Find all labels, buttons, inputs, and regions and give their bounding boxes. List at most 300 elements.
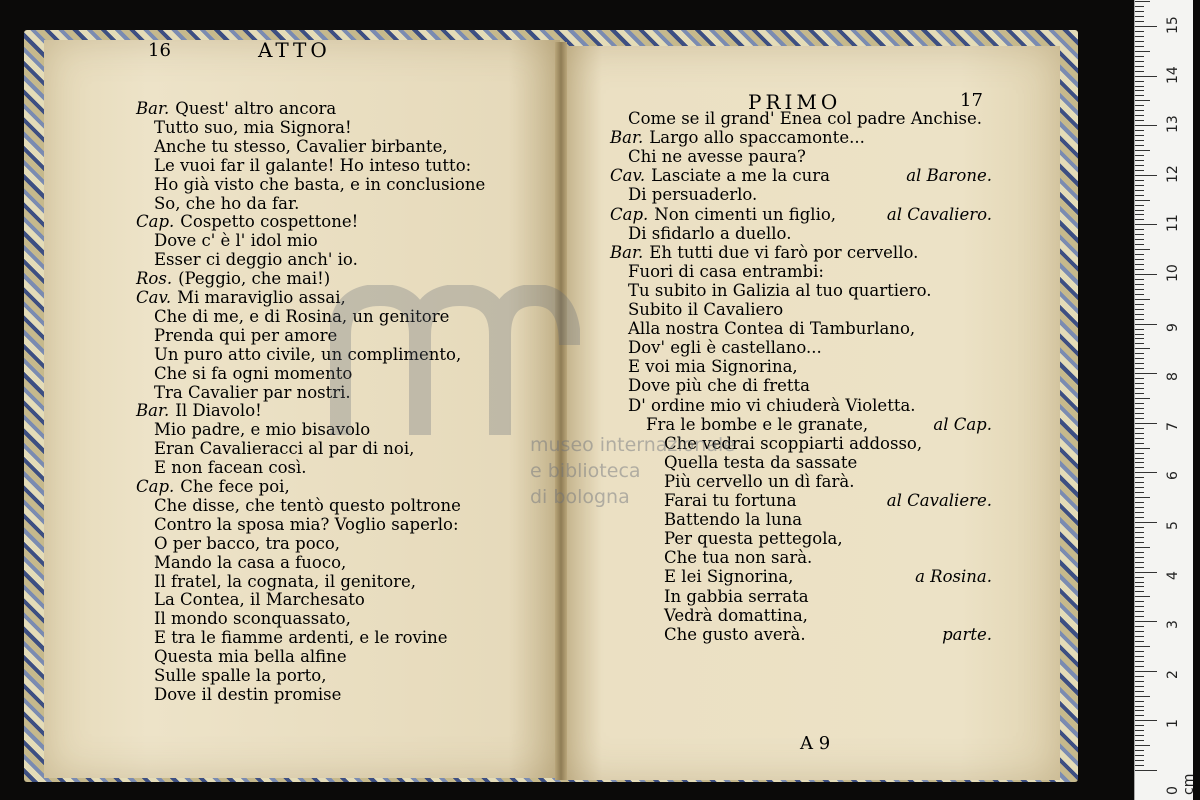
ruler-tick (1135, 259, 1144, 260)
ruler-number: 9 (1165, 322, 1181, 332)
verse-text: Di persuaderlo. (628, 185, 758, 205)
ruler-tick (1135, 61, 1144, 62)
verse-line (136, 270, 330, 288)
ruler-tick (1135, 383, 1144, 384)
ruler-tick (1135, 165, 1144, 166)
verse-line (610, 167, 830, 185)
left-page-number: 16 (148, 40, 171, 61)
ruler-tick (1135, 249, 1150, 250)
verse-text: So, che ho da far. (154, 193, 300, 213)
verse-line (664, 568, 793, 586)
ruler-tick (1135, 304, 1144, 305)
ruler-number: 10 (1165, 264, 1181, 282)
ruler-tick (1135, 765, 1144, 766)
ruler-tick (1135, 691, 1144, 692)
ruler-tick (1135, 423, 1157, 424)
ruler-number: 4 (1165, 570, 1181, 580)
ruler-number: 8 (1165, 372, 1181, 382)
verse-line (154, 610, 351, 628)
ruler-tick (1135, 309, 1144, 310)
ruler-tick (1135, 289, 1144, 290)
ruler-tick (1135, 651, 1144, 652)
ruler-unit-label: 0 cm (1165, 773, 1197, 795)
ruler-tick (1135, 453, 1144, 454)
verse-line (628, 377, 810, 395)
ruler-tick (1135, 517, 1144, 518)
verse-text: Prenda qui per amore (154, 325, 338, 345)
verse-line (154, 667, 326, 685)
ruler-tick (1135, 348, 1150, 349)
ruler-tick (1135, 56, 1144, 57)
verse-text: Dov' egli è castellano... (628, 338, 822, 358)
ruler-tick (1135, 537, 1144, 538)
ruler-tick (1135, 284, 1144, 285)
ruler-number: 2 (1165, 669, 1181, 679)
ruler-tick (1135, 512, 1144, 513)
verse-line (628, 186, 757, 204)
verse-text: Come se il grand' Enea col padre Anchise. (628, 109, 982, 128)
ruler-tick (1135, 229, 1144, 230)
verse-line (628, 263, 824, 281)
ruler-tick (1135, 448, 1150, 449)
verse-line (628, 110, 982, 128)
ruler-tick (1135, 324, 1157, 325)
ruler-tick (1135, 715, 1144, 716)
speaker-label: Cap. (610, 204, 649, 224)
ruler-tick (1135, 368, 1144, 369)
verse-text: Alla nostra Contea di Tamburlano, (628, 319, 916, 339)
verse-line (610, 129, 865, 147)
ruler-tick (1135, 725, 1144, 726)
verse-line (610, 244, 918, 262)
ruler-tick (1135, 81, 1144, 82)
verse-text: Ho già visto che basta, e in conclusione (154, 174, 486, 194)
ruler-number: 15 (1165, 16, 1181, 34)
verse-text: Che tua non sarà. (664, 548, 813, 568)
stage-direction: al Barone. (906, 166, 992, 186)
ruler-tick (1135, 378, 1144, 379)
ruler-tick (1135, 696, 1150, 697)
ruler-tick (1135, 234, 1144, 235)
ruler-tick (1135, 433, 1144, 434)
ruler-tick (1135, 175, 1157, 176)
ruler-tick (1135, 656, 1144, 657)
verse-text: La Contea, il Marchesato (154, 590, 365, 610)
ruler-tick (1135, 641, 1144, 642)
ruler-tick (1135, 750, 1144, 751)
ruler-tick (1135, 398, 1150, 399)
verse-text: Quella testa da sassate (664, 452, 858, 472)
verse-text: Mando la casa a fuoco, (154, 552, 347, 572)
verse-text: Un puro atto civile, un complimento, (154, 344, 462, 364)
ruler-tick (1135, 86, 1144, 87)
book-gutter (555, 42, 567, 780)
verse-text: Che gusto averà. (664, 624, 806, 644)
signature-mark: A 9 (800, 733, 831, 754)
verse-line (154, 629, 448, 647)
ruler-tick (1135, 140, 1144, 141)
verse-line (154, 686, 341, 704)
measurement-ruler (1134, 0, 1197, 800)
verse-text: Eran Cavalieracci al par di noi, (154, 439, 415, 459)
ruler-tick (1135, 264, 1144, 265)
ruler-number: 11 (1165, 214, 1181, 233)
verse-line (628, 320, 915, 338)
watermark-text: museo internazionale e biblioteca di bologna (530, 434, 735, 508)
ruler-tick (1135, 224, 1157, 225)
ruler-tick (1135, 497, 1150, 498)
ruler-tick (1135, 66, 1144, 67)
ruler-tick (1135, 472, 1157, 473)
ruler-tick (1135, 195, 1144, 196)
verse-line (154, 251, 358, 269)
verse-text: Subito il Cavaliero (628, 300, 784, 319)
verse-line (154, 176, 485, 194)
verse-text: Non cimenti un figlio, (654, 204, 837, 224)
speaker-label: Cap. (136, 212, 175, 232)
ruler-tick (1135, 572, 1157, 573)
ruler-tick (1135, 403, 1144, 404)
ruler-tick (1135, 190, 1144, 191)
verse-line (628, 225, 791, 243)
ruler-tick (1135, 95, 1144, 96)
verse-text: Quest' altro ancora (175, 99, 337, 118)
verse-line (136, 402, 262, 420)
ruler-tick (1135, 760, 1144, 761)
verse-line (664, 530, 843, 548)
verse-line (610, 206, 836, 224)
ruler-tick (1135, 601, 1144, 602)
right-page-number: 17 (960, 90, 983, 111)
ruler-tick (1135, 388, 1144, 389)
ruler-tick (1135, 606, 1144, 607)
ruler-tick (1135, 145, 1144, 146)
ruler-tick (1135, 393, 1144, 394)
speaker-label: Bar. (136, 99, 170, 118)
speaker-label: Cap. (136, 477, 175, 496)
ruler-tick (1135, 100, 1150, 101)
ruler-tick (1135, 552, 1144, 553)
verse-line (664, 607, 808, 625)
ruler-tick (1135, 358, 1144, 359)
verse-line (664, 588, 809, 606)
ruler-tick (1135, 507, 1144, 508)
ruler-tick (1135, 170, 1144, 171)
ruler-tick (1135, 661, 1144, 662)
speaker-label: Cav. (610, 166, 646, 186)
ruler-number: 1 (1165, 719, 1181, 729)
ruler-tick (1135, 428, 1144, 429)
ruler-tick (1135, 611, 1144, 612)
ruler-tick (1135, 46, 1144, 47)
ruler-tick (1135, 21, 1144, 22)
ruler-tick (1135, 542, 1144, 543)
ruler-tick (1135, 582, 1144, 583)
ruler-tick (1135, 41, 1144, 42)
verse-text: Tutto suo, mia Signora! (154, 117, 352, 137)
verse-line (154, 440, 414, 458)
ruler-tick (1135, 135, 1144, 136)
ruler-tick (1135, 373, 1157, 374)
verse-line (154, 497, 461, 515)
ruler-tick (1135, 755, 1144, 756)
ruler-tick (1135, 616, 1144, 617)
ruler-tick (1135, 636, 1144, 637)
ruler-tick (1135, 458, 1144, 459)
ruler-tick (1135, 239, 1144, 240)
ruler-tick (1135, 730, 1144, 731)
ruler-tick (1135, 522, 1157, 523)
verse-line (154, 232, 318, 250)
verse-line (154, 327, 337, 345)
ruler-tick (1135, 462, 1144, 463)
speaker-label: Bar. (136, 401, 170, 421)
ruler-tick (1135, 269, 1144, 270)
verse-text: D' ordine mio vi chiuderà Violetta. (628, 395, 916, 415)
ruler-tick (1135, 334, 1144, 335)
ruler-tick (1135, 502, 1144, 503)
verse-text: Per questa pettegola, (664, 529, 843, 549)
ruler-tick (1135, 527, 1144, 528)
verse-line (136, 478, 290, 496)
ruler-tick (1135, 150, 1150, 151)
speaker-label: Bar. (610, 242, 644, 262)
verse-text: Dove più che di fretta (628, 376, 811, 396)
verse-text: Esser ci deggio anch' io. (154, 250, 358, 270)
ruler-tick (1135, 51, 1150, 52)
ruler-tick (1135, 353, 1144, 354)
ruler-tick (1135, 557, 1144, 558)
verse-text: In gabbia serrata (664, 586, 809, 606)
ruler-tick (1135, 329, 1144, 330)
ruler-tick (1135, 115, 1144, 116)
verse-text: (Peggio, che mai!) (178, 269, 331, 289)
verse-line (154, 459, 307, 477)
verse-text: Che fece poi, (180, 477, 290, 496)
ruler-tick (1135, 274, 1157, 275)
verse-text: Che si fa ogni momento (154, 363, 353, 383)
ruler-tick (1135, 418, 1144, 419)
ruler-tick (1135, 254, 1144, 255)
verse-text: Dove il destin promise (154, 684, 342, 704)
verse-text: Eh tutti due vi farò por cervello. (649, 242, 919, 262)
ruler-tick (1135, 646, 1150, 647)
verse-text: Che disse, che tentò questo poltrone (154, 495, 461, 515)
ruler-tick (1135, 279, 1144, 280)
ruler-tick (1135, 214, 1144, 215)
verse-text: Cospetto cospettone! (180, 212, 359, 232)
right-running-head: PRIMO (748, 90, 842, 114)
verse-text: E tra le fiamme ardenti, e le rovine (154, 628, 448, 648)
ruler-tick (1135, 219, 1144, 220)
ruler-tick (1135, 11, 1144, 12)
verse-text: Che di me, e di Rosina, un genitore (154, 306, 450, 326)
verse-text: Il fratel, la cognata, il genitore, (154, 571, 417, 591)
verse-line (154, 648, 347, 666)
verse-line (664, 549, 812, 567)
ruler-tick (1135, 36, 1144, 37)
ruler-tick (1135, 343, 1144, 344)
verse-line (154, 365, 352, 383)
ruler-tick (1135, 1, 1150, 2)
ruler-tick (1135, 408, 1144, 409)
ruler-tick (1135, 626, 1144, 627)
speaker-label: Cav. (136, 288, 172, 307)
ruler-tick (1135, 110, 1144, 111)
ruler-tick (1135, 706, 1144, 707)
verse-line (154, 346, 461, 364)
verse-text: Farai tu fortuna (664, 491, 797, 510)
verse-text: Lasciate a me la cura (651, 166, 831, 186)
verse-text: E lei Signorina, (664, 567, 794, 587)
ruler-tick (1135, 547, 1150, 548)
verse-text: Dove c' è l' idol mio (154, 231, 318, 251)
ruler-tick (1135, 244, 1144, 245)
verse-line (154, 535, 340, 553)
ruler-tick (1135, 363, 1144, 364)
verse-line (154, 138, 448, 156)
verse-line (154, 516, 459, 534)
verse-text: Il Diavolo! (175, 401, 262, 421)
left-running-head: ATTO (258, 38, 331, 62)
ruler-tick (1135, 532, 1144, 533)
verse-line (628, 339, 822, 357)
ruler-tick (1135, 338, 1144, 339)
verse-line (154, 554, 346, 572)
verse-text: Sulle spalle la porto, (154, 666, 327, 685)
ruler-tick (1135, 482, 1144, 483)
ruler-tick (1135, 299, 1150, 300)
verse-line (154, 384, 351, 402)
ruler-tick (1135, 443, 1144, 444)
ruler-tick (1135, 621, 1157, 622)
ruler-tick (1135, 200, 1150, 201)
verse-line (664, 511, 802, 529)
verse-line (154, 119, 352, 137)
verse-line (154, 421, 370, 439)
verse-text: Tu subito in Galizia al tuo quartiero. (628, 280, 932, 300)
stage-direction: al Cavaliere. (886, 491, 992, 510)
ruler-tick (1135, 180, 1144, 181)
verse-line (646, 416, 868, 434)
verse-text: Battendo la luna (664, 510, 803, 530)
ruler-tick (1135, 591, 1144, 592)
ruler-tick (1135, 586, 1144, 587)
ruler-number: 6 (1165, 471, 1181, 481)
verse-text: Fuori di casa entrambi: (628, 261, 824, 281)
verse-line (628, 397, 916, 415)
ruler-tick (1135, 477, 1144, 478)
ruler-tick (1135, 26, 1157, 27)
ruler-tick (1135, 314, 1144, 315)
verse-text: Mi maraviglio assai, (177, 288, 346, 307)
ruler-tick (1135, 681, 1144, 682)
verse-text: Tra Cavalier par nostri. (154, 382, 351, 402)
verse-line (628, 358, 798, 376)
ruler-tick (1135, 294, 1144, 295)
verse-text: O per bacco, tra poco, (154, 533, 341, 553)
verse-line (628, 282, 932, 300)
verse-line (154, 591, 365, 609)
ruler-tick (1135, 160, 1144, 161)
verse-line (154, 573, 416, 591)
ruler-tick (1135, 16, 1144, 17)
ruler-tick (1135, 319, 1144, 320)
verse-text: Mio padre, e mio bisavolo (154, 420, 371, 440)
verse-text: Che vedrai scoppiarti addosso, (664, 433, 923, 453)
ruler-tick (1135, 90, 1144, 91)
ruler-number: 3 (1165, 620, 1181, 630)
verse-text: E non facean così. (154, 458, 307, 478)
ruler-tick (1135, 31, 1144, 32)
ruler-tick (1135, 210, 1144, 211)
ruler-tick (1135, 6, 1144, 7)
ruler-tick (1135, 671, 1157, 672)
stage-direction: al Cavaliero. (886, 204, 992, 224)
verse-line (136, 100, 336, 118)
ruler-tick (1135, 631, 1144, 632)
verse-text: Contro la sposa mia? Voglio saperlo: (154, 514, 459, 534)
verse-line (628, 148, 806, 166)
verse-text: Più cervello un dì farà. (664, 471, 855, 491)
ruler-tick (1135, 487, 1144, 488)
ruler-tick (1135, 76, 1157, 77)
ruler-tick (1135, 71, 1144, 72)
verse-text: Questa mia bella alfine (154, 647, 347, 667)
verse-text: Anche tu stesso, Cavalier birbante, (154, 136, 448, 156)
verse-line (136, 213, 358, 231)
ruler-tick (1135, 577, 1144, 578)
ruler-tick (1135, 120, 1144, 121)
ruler-tick (1135, 155, 1144, 156)
verse-text: E voi mia Signorina, (628, 357, 798, 377)
verse-line (154, 308, 449, 326)
verse-text: Fra le bombe e le granate, (646, 414, 869, 434)
speaker-label: Bar. (610, 128, 644, 148)
ruler-tick (1135, 467, 1144, 468)
verse-line (136, 289, 346, 307)
ruler-tick (1135, 720, 1157, 721)
ruler-tick (1135, 701, 1144, 702)
verse-text: Largo allo spaccamonte... (649, 128, 865, 148)
ruler-tick (1135, 686, 1144, 687)
ruler-tick (1135, 205, 1144, 206)
ruler-number: 13 (1165, 115, 1181, 134)
ruler-tick (1135, 740, 1144, 741)
ruler-tick (1135, 710, 1144, 711)
ruler-tick (1135, 735, 1144, 736)
ruler-tick (1135, 413, 1144, 414)
ruler-tick (1135, 676, 1144, 677)
verse-line (664, 626, 806, 644)
verse-line (154, 195, 299, 213)
ruler-number: 12 (1165, 164, 1181, 183)
verse-text: Di sfidarlo a duello. (628, 223, 792, 243)
verse-line (154, 157, 471, 175)
verse-text: Vedrà domattina, (664, 605, 808, 625)
ruler-tick (1135, 492, 1144, 493)
ruler-tick (1135, 130, 1144, 131)
ruler-tick (1135, 596, 1150, 597)
verse-text: Le vuoi far il galante! Ho inteso tutto: (154, 155, 472, 175)
stage-direction: a Rosina. (915, 567, 992, 587)
ruler-tick (1135, 125, 1157, 126)
verse-line (628, 301, 783, 319)
ruler-tick (1135, 666, 1144, 667)
stage-direction: al Cap. (933, 414, 992, 434)
stage-direction: parte. (942, 624, 992, 644)
ruler-tick (1135, 770, 1157, 771)
